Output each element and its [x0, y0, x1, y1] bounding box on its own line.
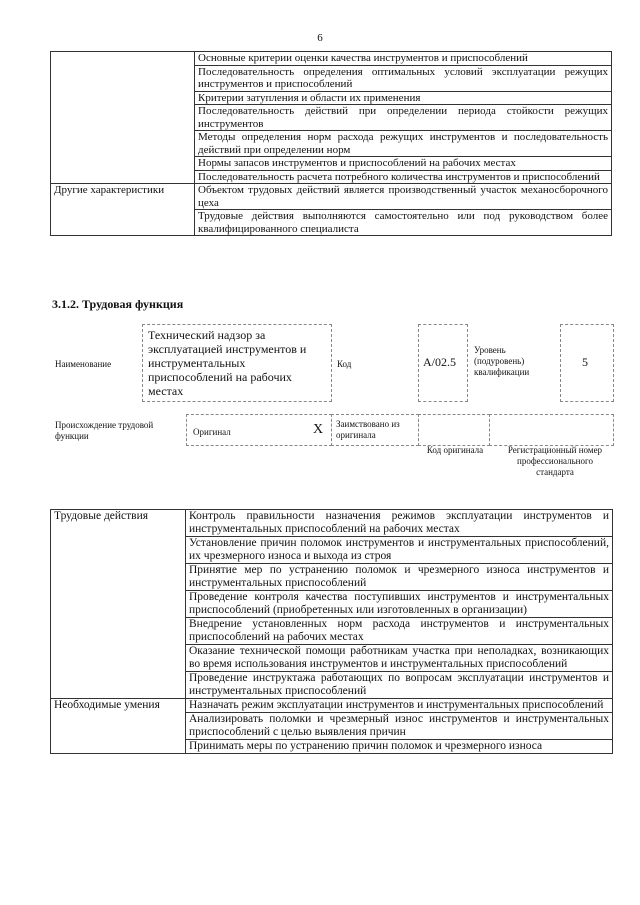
level-value: 5	[582, 355, 588, 369]
code-label: Код	[337, 359, 352, 369]
table-row	[51, 52, 612, 66]
original-mark: X	[313, 422, 324, 437]
table-row	[51, 510, 613, 537]
table-cell: Принимать меры по устранению причин поломок и чрезмерного износа	[186, 740, 613, 754]
table-cell: Основные критерии оценки качества инструментов и приспособлений	[195, 52, 612, 66]
table-cell: Анализировать поломки и чрезмерный износ инструментов и инструментальных приспособлений с целью выявления причин	[186, 713, 613, 740]
name-label: Наименование	[55, 359, 112, 369]
table-cell: Проведение контроля качества поступивших инструментов и инструментальных приспособлений (приобретенных или изготовленных в организации)	[186, 591, 613, 618]
knowledge-table	[50, 51, 612, 236]
table-cell: Последовательность действий при определении периода стойкости режущих инструментов	[195, 105, 612, 131]
code-value: A/02.5	[423, 355, 456, 369]
table-cell: Установление причин поломок инструментов и инструментальных приспособлений, их чрезмерного износа и выхода из строя	[186, 537, 613, 564]
page-number: 6	[317, 32, 323, 44]
original-label: Оригинал	[193, 427, 231, 437]
table-cell: Последовательность определения оптимальных условий эксплуатации режущих инструментов и приспособлений	[195, 65, 612, 91]
table-cell: Контроль правильности назначения режимов эксплуатации инструментов и инструментальных приспособлений на рабочих местах	[186, 510, 613, 537]
origin-code-label: Код оригинала	[426, 445, 484, 455]
borrowed-label: Заимствовано из оригинала	[336, 419, 400, 440]
origin-code-box	[418, 414, 490, 446]
table-cell: Внедрение установленных норм расхода инструментов и инструментальных приспособлений на рабочих местах	[186, 618, 613, 645]
table-cell: Трудовые действия выполняются самостоятельно или под руководством более квалифицированного специалиста	[195, 210, 612, 236]
table-cell: Критерии затупления и области их применения	[195, 91, 612, 105]
table-cell: Принятие мер по устранению поломок и чрезмерного износа инструментов и инструментальных приспособлений	[186, 564, 613, 591]
table-cell: Методы определения норм расхода режущих инструментов и последовательность действий при определении норм	[195, 131, 612, 157]
table-cell: Проведение инструктажа работающих по вопросам эксплуатации инструментов и инструментальных приспособлений	[186, 672, 613, 699]
table-label-cell: Трудовые действия	[51, 510, 186, 699]
section-heading: 3.1.2. Трудовая функция	[52, 297, 184, 311]
table-label-cell	[51, 52, 195, 184]
reg-number-label: Регистрационный номер профессионального стандарта	[507, 445, 603, 477]
table-row	[51, 699, 613, 713]
table-cell: Нормы запасов инструментов и приспособлений на рабочих местах	[195, 157, 612, 171]
level-label: Уровень (подуровень) квалификации	[474, 345, 530, 377]
table-cell: Оказание технической помощи работникам участка при неполадках, возникающих во время использования инструментов и инструментальных приспособлений	[186, 645, 613, 672]
labor-function-table	[50, 509, 613, 754]
table-cell: Последовательность расчета потребного количества инструментов и приспособлений	[195, 170, 612, 184]
table-cell: Назначать режим эксплуатации инструментов и инструментальных приспособлений	[186, 699, 613, 713]
function-name: Технический надзор за эксплуатацией инструментов и инструментальных приспособлений на рабочих местах	[148, 328, 307, 398]
table-label-cell: Другие характеристики	[51, 184, 195, 236]
table-label-cell: Необходимые умения	[51, 699, 186, 754]
table-row	[51, 184, 612, 210]
table-cell: Объектом трудовых действий является производственный участок механосборочного цеха	[195, 184, 612, 210]
origin-label: Происхождение трудовой функции	[55, 420, 154, 441]
reg-number-box	[489, 414, 614, 446]
